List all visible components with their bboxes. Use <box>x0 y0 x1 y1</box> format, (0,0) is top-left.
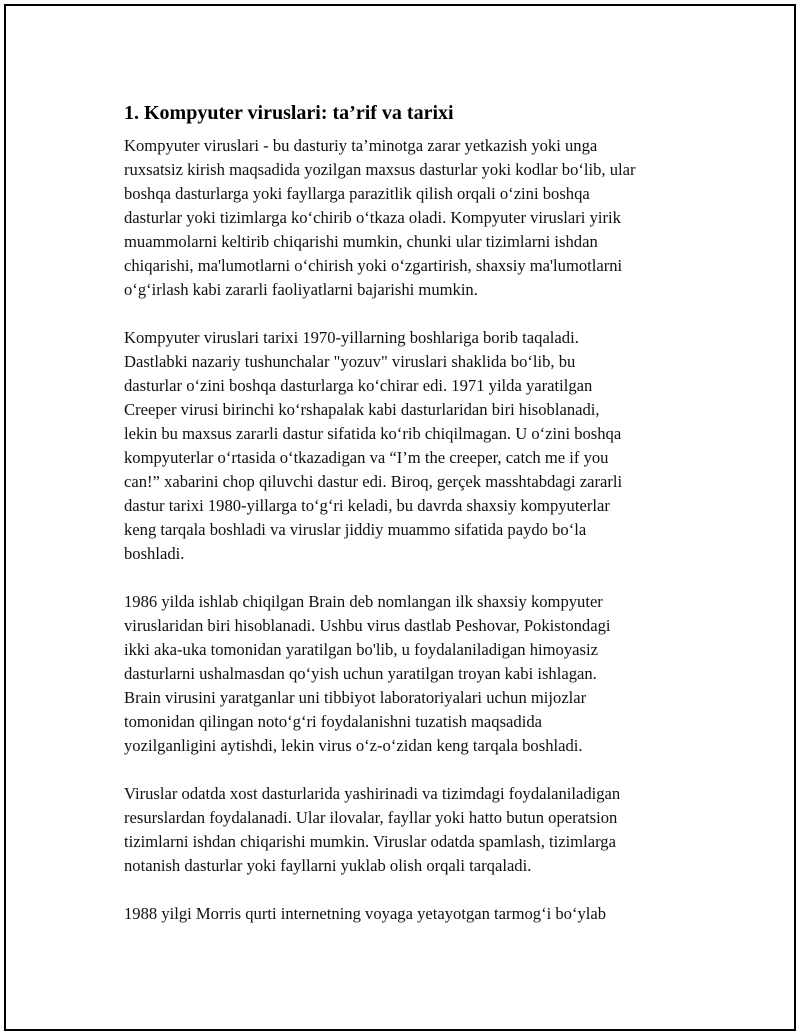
text-line: yozilganligini aytishdi, lekin virus o‘z-o‘zidan keng tarqala boshladi. <box>124 736 583 755</box>
text-line: boshqa dasturlarga yoki fayllarga parazitlik qilish orqali o‘zini boshqa <box>124 184 590 203</box>
paragraph-history <box>124 326 694 566</box>
text-line: tizimlarni ishdan chiqarishi mumkin. Viruslar odatda spamlash, tizimlarga <box>124 832 616 851</box>
text-line: viruslaridan biri hisoblanadi. Ushbu virus dastlab Peshovar, Pokistondagi <box>124 616 611 635</box>
paragraph-morris-worm <box>124 902 694 926</box>
text-line: Viruslar odatda xost dasturlarida yashirinadi va tizimdagi foydalaniladigan <box>124 784 621 803</box>
paragraph-brain-virus <box>124 590 694 758</box>
paragraph-spread <box>124 782 694 878</box>
text-line: ruxsatsiz kirish maqsadida yozilgan maxsus dasturlar yoki kodlar bo‘lib, ular <box>124 160 636 179</box>
text-line: resurslardan foydalanadi. Ular ilovalar, fayllar yoki hatto butun operatsion <box>124 808 618 827</box>
text-line: dasturlar o‘zini boshqa dasturlarga ko‘chirar edi. 1971 yilda yaratilgan <box>124 376 593 395</box>
text-line: Brain virusini yaratganlar uni tibbiyot laboratoriyalari uchun mijozlar <box>124 688 587 707</box>
text-line: 1986 yilda ishlab chiqilgan Brain deb nomlangan ilk shaxsiy kompyuter <box>124 592 603 611</box>
text-line: Kompyuter viruslari - bu dasturiy ta’minotga zarar yetkazish yoki unga <box>124 136 598 155</box>
text-line: Creeper virusi birinchi ko‘rshapalak kabi dasturlaridan biri hisoblanadi, <box>124 400 600 419</box>
text-line: Dastlabki nazariy tushunchalar "yozuv" viruslari shaklida bo‘lib, bu <box>124 352 576 371</box>
text-line: o‘g‘irlash kabi zararli faoliyatlarni bajarishi mumkin. <box>124 280 478 299</box>
paragraph-definition <box>124 134 694 302</box>
text-line: kompyuterlar o‘rtasida o‘tkazadigan va “I’m the creeper, catch me if you <box>124 448 609 467</box>
text-line: dasturlarni ushalmasdan qo‘yish uchun yaratilgan troyan kabi ishlagan. <box>124 664 597 683</box>
text-line: 1988 yilgi Morris qurti internetning voyaga yetayotgan tarmog‘i bo‘ylab <box>124 904 607 923</box>
section-heading: 1. Kompyuter viruslari: ta’rif va tarixi <box>124 102 454 124</box>
text-line: dastur tarixi 1980-yillarga to‘g‘ri keladi, bu davrda shaxsiy kompyuterlar <box>124 496 610 515</box>
text-line: ikki aka-uka tomonidan yaratilgan bo'lib, u foydalaniladigan himoyasiz <box>124 640 598 659</box>
text-line: Kompyuter viruslari tarixi 1970-yillarning boshlariga borib taqaladi. <box>124 328 579 347</box>
text-line: boshladi. <box>124 544 185 563</box>
text-line: tomonidan qilingan noto‘g‘ri foydalanishni tuzatish maqsadida <box>124 712 542 731</box>
document-body <box>124 100 694 950</box>
text-line: chiqarishi, ma'lumotlarni o‘chirish yoki o‘zgartirish, shaxsiy ma'lumotlarni <box>124 256 623 275</box>
text-line: can!” xabarini chop qiluvchi dastur edi. Biroq, gerçek masshtabdagi zararli <box>124 472 623 491</box>
text-line: keng tarqala boshladi va viruslar jiddiy muammo sifatida paydo bo‘la <box>124 520 587 539</box>
text-line: notanish dasturlar yoki fayllarni yuklab olish orqali tarqaladi. <box>124 856 532 875</box>
page-frame <box>4 4 796 1031</box>
text-line: lekin bu maxsus zararli dastur sifatida ko‘rib chiqilmagan. U o‘zini boshqa <box>124 424 622 443</box>
text-line: muammolarni keltirib chiqarishi mumkin, chunki ular tizimlarni ishdan <box>124 232 598 251</box>
text-line: dasturlar yoki tizimlarga ko‘chirib o‘tkaza oladi. Kompyuter viruslari yirik <box>124 208 621 227</box>
